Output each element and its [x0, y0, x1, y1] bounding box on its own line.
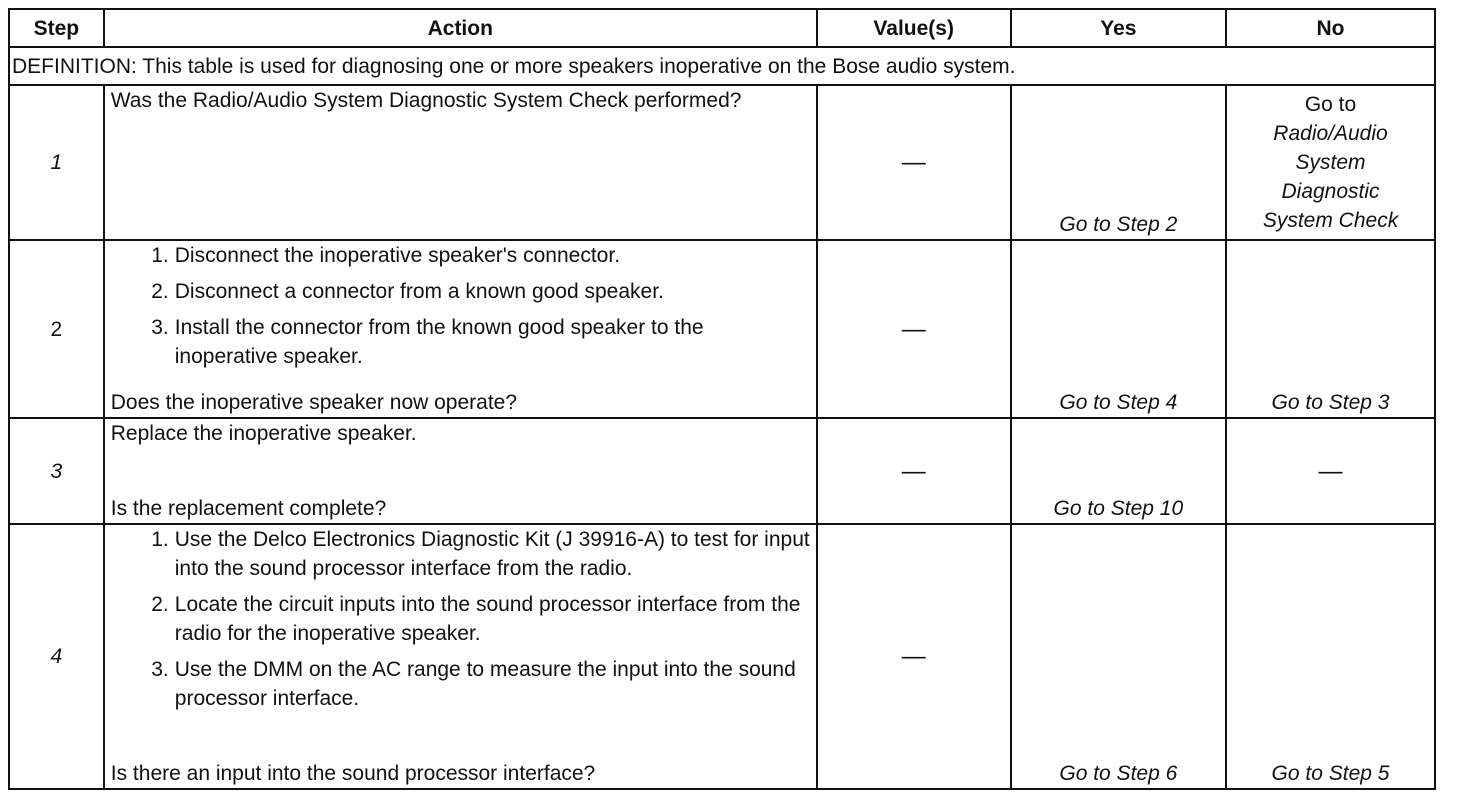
- header-yes: Yes: [1011, 9, 1226, 47]
- action-question: Does the inoperative speaker now operate?: [110, 391, 518, 414]
- table-row: [9, 240, 1435, 418]
- step-number: 1: [9, 85, 104, 240]
- value-cell: —: [817, 240, 1011, 418]
- no-line: System: [1295, 151, 1366, 174]
- yes-cell: Go to Step 2: [1011, 85, 1226, 240]
- action-cell: [104, 240, 817, 418]
- action-cell: [104, 418, 817, 524]
- value-cell: —: [817, 85, 1011, 240]
- action-question: Is the replacement complete?: [110, 497, 387, 520]
- no-prefix: Go to: [1304, 93, 1357, 116]
- header-no: No: [1226, 9, 1435, 47]
- no-cell: Go to Step 3: [1226, 240, 1435, 418]
- no-cell: [1226, 85, 1435, 240]
- action-text: Replace the inoperative speaker.: [110, 422, 417, 445]
- no-line: Diagnostic: [1281, 180, 1380, 203]
- header-step: Step: [9, 9, 104, 47]
- step-number: 2: [9, 240, 104, 418]
- no-cell: —: [1226, 418, 1435, 524]
- action-cell: [104, 85, 817, 240]
- header-values: Value(s): [817, 9, 1011, 47]
- definition-text: DEFINITION: This table is used for diagnosing one or more speakers inoperative on the Bose audio system.: [9, 47, 1435, 85]
- yes-cell: Go to Step 4: [1011, 240, 1226, 418]
- yes-cell: Go to Step 10: [1011, 418, 1226, 524]
- value-cell: —: [817, 524, 1011, 789]
- action-question: Is there an input into the sound processor interface?: [110, 762, 596, 785]
- step-number: 3: [9, 418, 104, 524]
- step-number: 4: [9, 524, 104, 789]
- value-cell: —: [817, 418, 1011, 524]
- action-text: Was the Radio/Audio System Diagnostic System Check performed?: [110, 89, 742, 112]
- yes-cell: Go to Step 6: [1011, 524, 1226, 789]
- header-action: Action: [104, 9, 817, 47]
- table-row: [9, 524, 1435, 789]
- action-steps: [111, 525, 810, 713]
- definition-row: [9, 47, 1435, 85]
- action-cell: [104, 524, 817, 789]
- list-item: 1. Disconnect the inoperative speaker's connector.: [151, 244, 621, 267]
- no-line: System Check: [1262, 209, 1399, 232]
- action-steps: [111, 241, 810, 371]
- list-item: 3. Use the DMM on the AC range to measure the input into the sound processor interface.: [151, 658, 796, 710]
- header-row: [9, 9, 1435, 47]
- list-item: 2. Locate the circuit inputs into the sound processor interface from the radio for the inoperative speaker.: [151, 593, 801, 645]
- no-line: Radio/Audio: [1273, 122, 1388, 145]
- list-item: 1. Use the Delco Electronics Diagnostic Kit (J 39916-A) to test for input into the sound processor interface from the radio.: [151, 528, 810, 580]
- list-item: 2. Disconnect a connector from a known good speaker.: [151, 280, 664, 303]
- diagnostic-table: [8, 8, 1436, 790]
- list-item: 3. Install the connector from the known good speaker to the inoperative speaker.: [151, 316, 704, 368]
- no-cell: Go to Step 5: [1226, 524, 1435, 789]
- table-row: [9, 85, 1435, 240]
- table-row: [9, 418, 1435, 524]
